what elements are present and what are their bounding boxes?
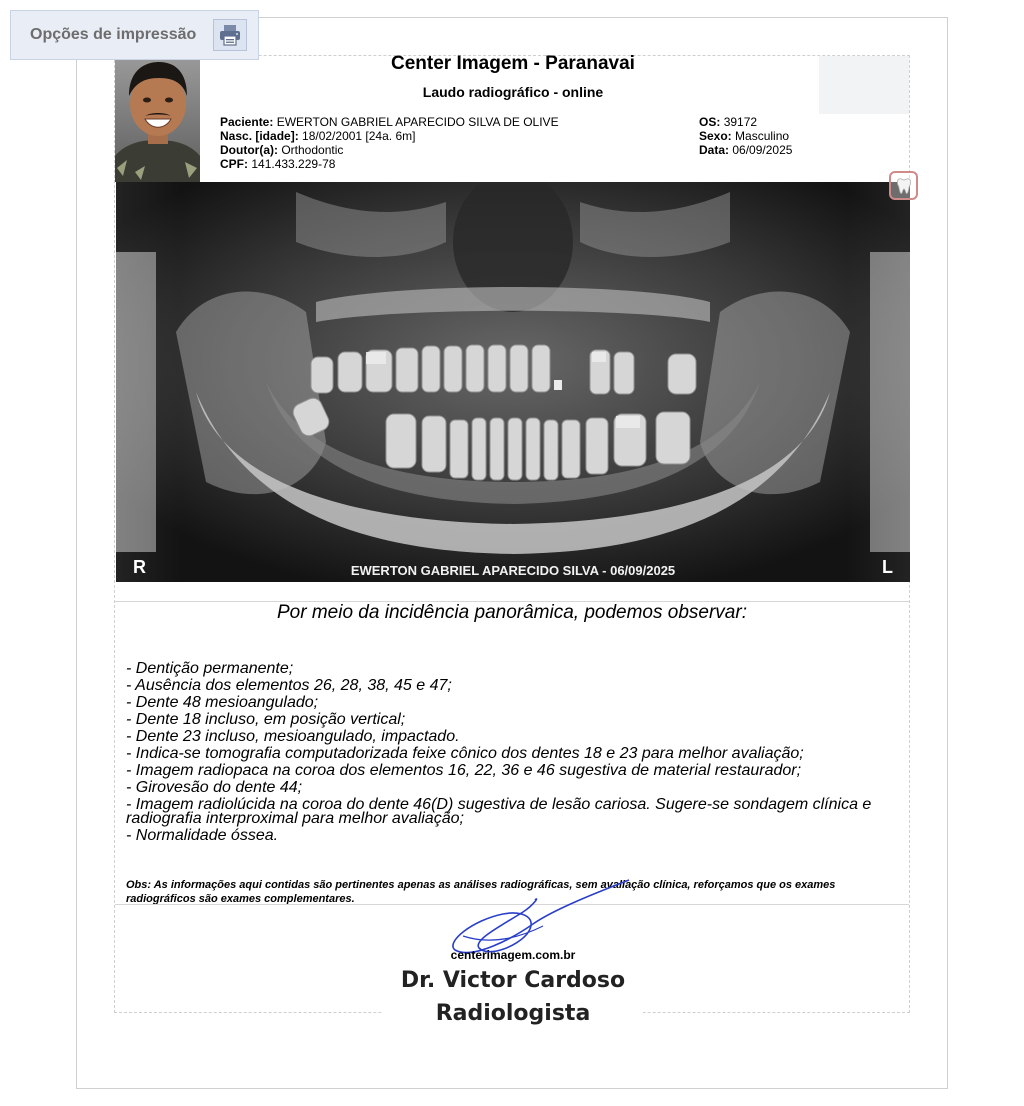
doctor-name: Dr. Victor Cardoso (400, 968, 626, 993)
report-page (76, 17, 948, 1089)
print-options-label: Opções de impressão (30, 26, 197, 43)
patient-birth: 18/02/2001 [24a. 6m] (302, 129, 416, 143)
patient-doctor-row: Doutor(a): Orthodontic (220, 143, 344, 157)
patient-birth-row: Nasc. [idade]: 18/02/2001 [24a. 6m] (220, 129, 416, 143)
finding-item: - Imagem radiolúcida na coroa do dente 46(D) sugestiva de lesão cariosa. Sugere-se sondagem clínica e radiografia interproximal para melhor avaliação; (126, 796, 872, 827)
print-options-bar (10, 10, 259, 60)
sex-row: Sexo: Masculino (699, 129, 790, 143)
os-row: OS: 39172 (699, 115, 758, 129)
report-frame (114, 55, 910, 1013)
clinic-logo (819, 56, 909, 114)
patient-info-right (699, 115, 792, 157)
finding-item: - Dentição permanente; (126, 660, 294, 677)
patient-doctor: Orthodontic (281, 143, 344, 157)
finding-item: - Normalidade óssea. (126, 827, 279, 844)
panoramic-xray-image (116, 182, 910, 582)
clinic-website: centerimagem.com.br (450, 948, 576, 962)
patient-info-left (220, 115, 559, 171)
finding-item: - Dente 18 incluso, em posição vertical; (126, 711, 406, 728)
findings-section (115, 601, 909, 846)
patient-photo (115, 56, 200, 182)
patient-name-row: Paciente: EWERTON GABRIEL APARECIDO SILVA DE OLIVE (220, 115, 559, 129)
print-button[interactable] (213, 19, 247, 51)
exam-date: 06/09/2025 (732, 143, 793, 157)
report-subtitle: Laudo radiográfico - online (422, 84, 604, 100)
xray-left-marker: L (882, 557, 893, 577)
findings-list (126, 662, 886, 843)
patient-sex: Masculino (735, 129, 790, 143)
finding-item: - Indica-se tomografia computadorizada feixe cônico dos dentes 18 e 23 para melhor avaliação; (126, 745, 804, 762)
findings-heading: Por meio da incidência panorâmica, podemos observar: (277, 602, 747, 623)
patient-portrait-image (115, 56, 200, 182)
signature-block (383, 948, 643, 1068)
finding-item: - Dente 23 incluso, mesioangulado, impactado. (126, 728, 460, 745)
doctor-role: Radiologista (435, 1001, 591, 1026)
tooth-icon (896, 177, 912, 195)
observation-note: Obs: As informações aqui contidas são pertinentes apenas as análises radiográficas, sem avaliação clínica, reforçamos que os exames radiográficos são exames complementares. (126, 879, 836, 905)
xray-right-marker: R (133, 557, 146, 577)
finding-item: - Ausência dos elementos 26, 28, 38, 45 e 47; (126, 677, 452, 694)
printer-icon (218, 24, 242, 46)
edit-image-button[interactable] (889, 171, 918, 200)
clinic-title: Center Imagem - Paranavai (391, 53, 635, 74)
patient-cpf: 141.433.229-78 (251, 157, 336, 171)
finding-item: - Dente 48 mesioangulado; (126, 694, 319, 711)
xray-drawing (116, 182, 910, 582)
patient-name: EWERTON GABRIEL APARECIDO SILVA DE OLIVE (276, 115, 559, 129)
finding-item: - Girovesão do dente 44; (126, 779, 303, 796)
finding-item: - Imagem radiopaca na coroa dos elementos 16, 22, 36 e 46 sugestiva de material restaurador; (126, 762, 802, 779)
patient-cpf-row: CPF: 141.433.229-78 (220, 157, 336, 171)
os-number: 39172 (723, 115, 758, 129)
date-row: Data: 06/09/2025 (699, 143, 793, 157)
xray-caption: EWERTON GABRIEL APARECIDO SILVA - 06/09/2025 (350, 563, 676, 578)
